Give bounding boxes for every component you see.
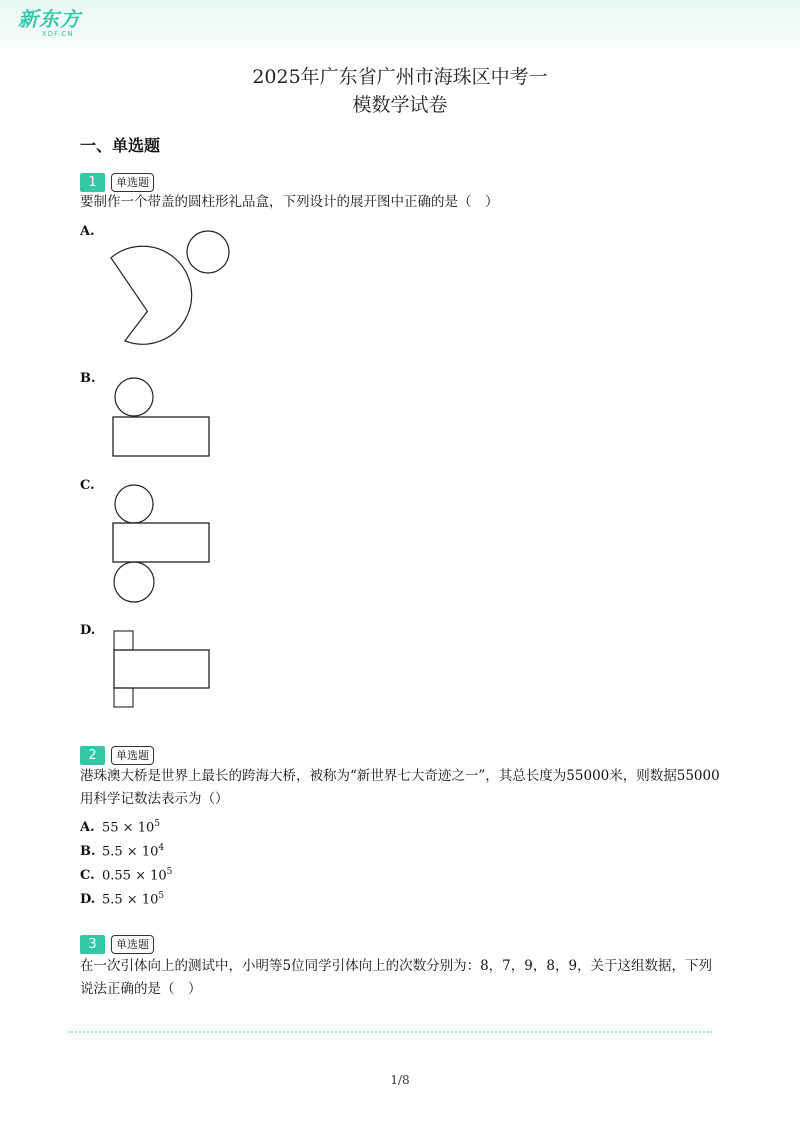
option-label: B. [80,844,96,860]
q2-option-a[interactable] [80,819,160,835]
question-number-badge: 2 [80,746,105,765]
option-exponent: 4 [158,843,165,853]
option-b-net-figure [108,374,214,460]
option-label: C. [80,868,95,884]
xdf-logo [18,8,88,42]
option-c-net-figure [108,481,214,609]
question-2-header [80,745,154,765]
question-3-text: 在一次引体向上的测试中，小明等5位同学引体向上的次数分别为：8，7，9，8，9，关于这组数据，下列说法正确的是（ ） [80,958,713,997]
q1-option-d[interactable] [80,623,102,638]
option-label: D. [80,623,96,638]
logo-text: 新东方 [18,7,81,31]
option-label: C. [80,478,95,493]
option-label: B. [80,371,96,386]
question-type-tag: 单选题 [111,746,154,765]
option-label: A. [80,820,95,836]
option-exponent: 5 [158,891,165,901]
q1-option-c[interactable] [80,478,102,493]
option-label: D. [80,892,96,908]
question-1-text: 要制作一个带盖的圆柱形礼品盒，下列设计的展开图中正确的是（ ） [80,194,499,210]
option-exponent: 5 [166,867,173,877]
question-type-tag: 单选题 [111,935,154,954]
option-d-net-figure [108,628,214,712]
page-divider [68,1031,712,1033]
header-band [0,0,800,70]
option-value: 5.5 × 10 [102,844,159,860]
q2-option-b[interactable] [80,843,164,859]
question-number-badge: 1 [80,173,105,192]
option-value: 5.5 × 10 [102,892,159,908]
option-label: A. [80,224,95,239]
option-a-net-figure [105,226,240,356]
q2-option-d[interactable] [80,891,164,907]
q1-option-a[interactable] [80,224,102,239]
option-exponent: 5 [154,819,160,829]
question-2-text: 港珠澳大桥是世界上最长的跨海大桥，被称为“新世界七大奇迹之一”，其总长度为55000米，则数据55000用科学记数法表示为（） [80,768,720,807]
question-3-header [80,934,154,954]
logo-domain: XDF.CN [42,30,74,38]
question-number-badge: 3 [80,935,105,954]
q2-option-c[interactable] [80,867,172,883]
page-title-line2: 模数学试卷 [352,94,448,116]
page-number: 1/8 [390,1073,410,1087]
page-title-line1: 2025年广东省广州市海珠区中考一 [252,66,548,88]
question-type-tag: 单选题 [111,173,154,192]
option-value: 0.55 × 10 [102,868,167,884]
question-1-header [80,172,154,192]
option-value: 55 × 10 [102,820,155,836]
section-title: 一、单选题 [80,136,161,155]
q1-option-b[interactable] [80,371,102,386]
